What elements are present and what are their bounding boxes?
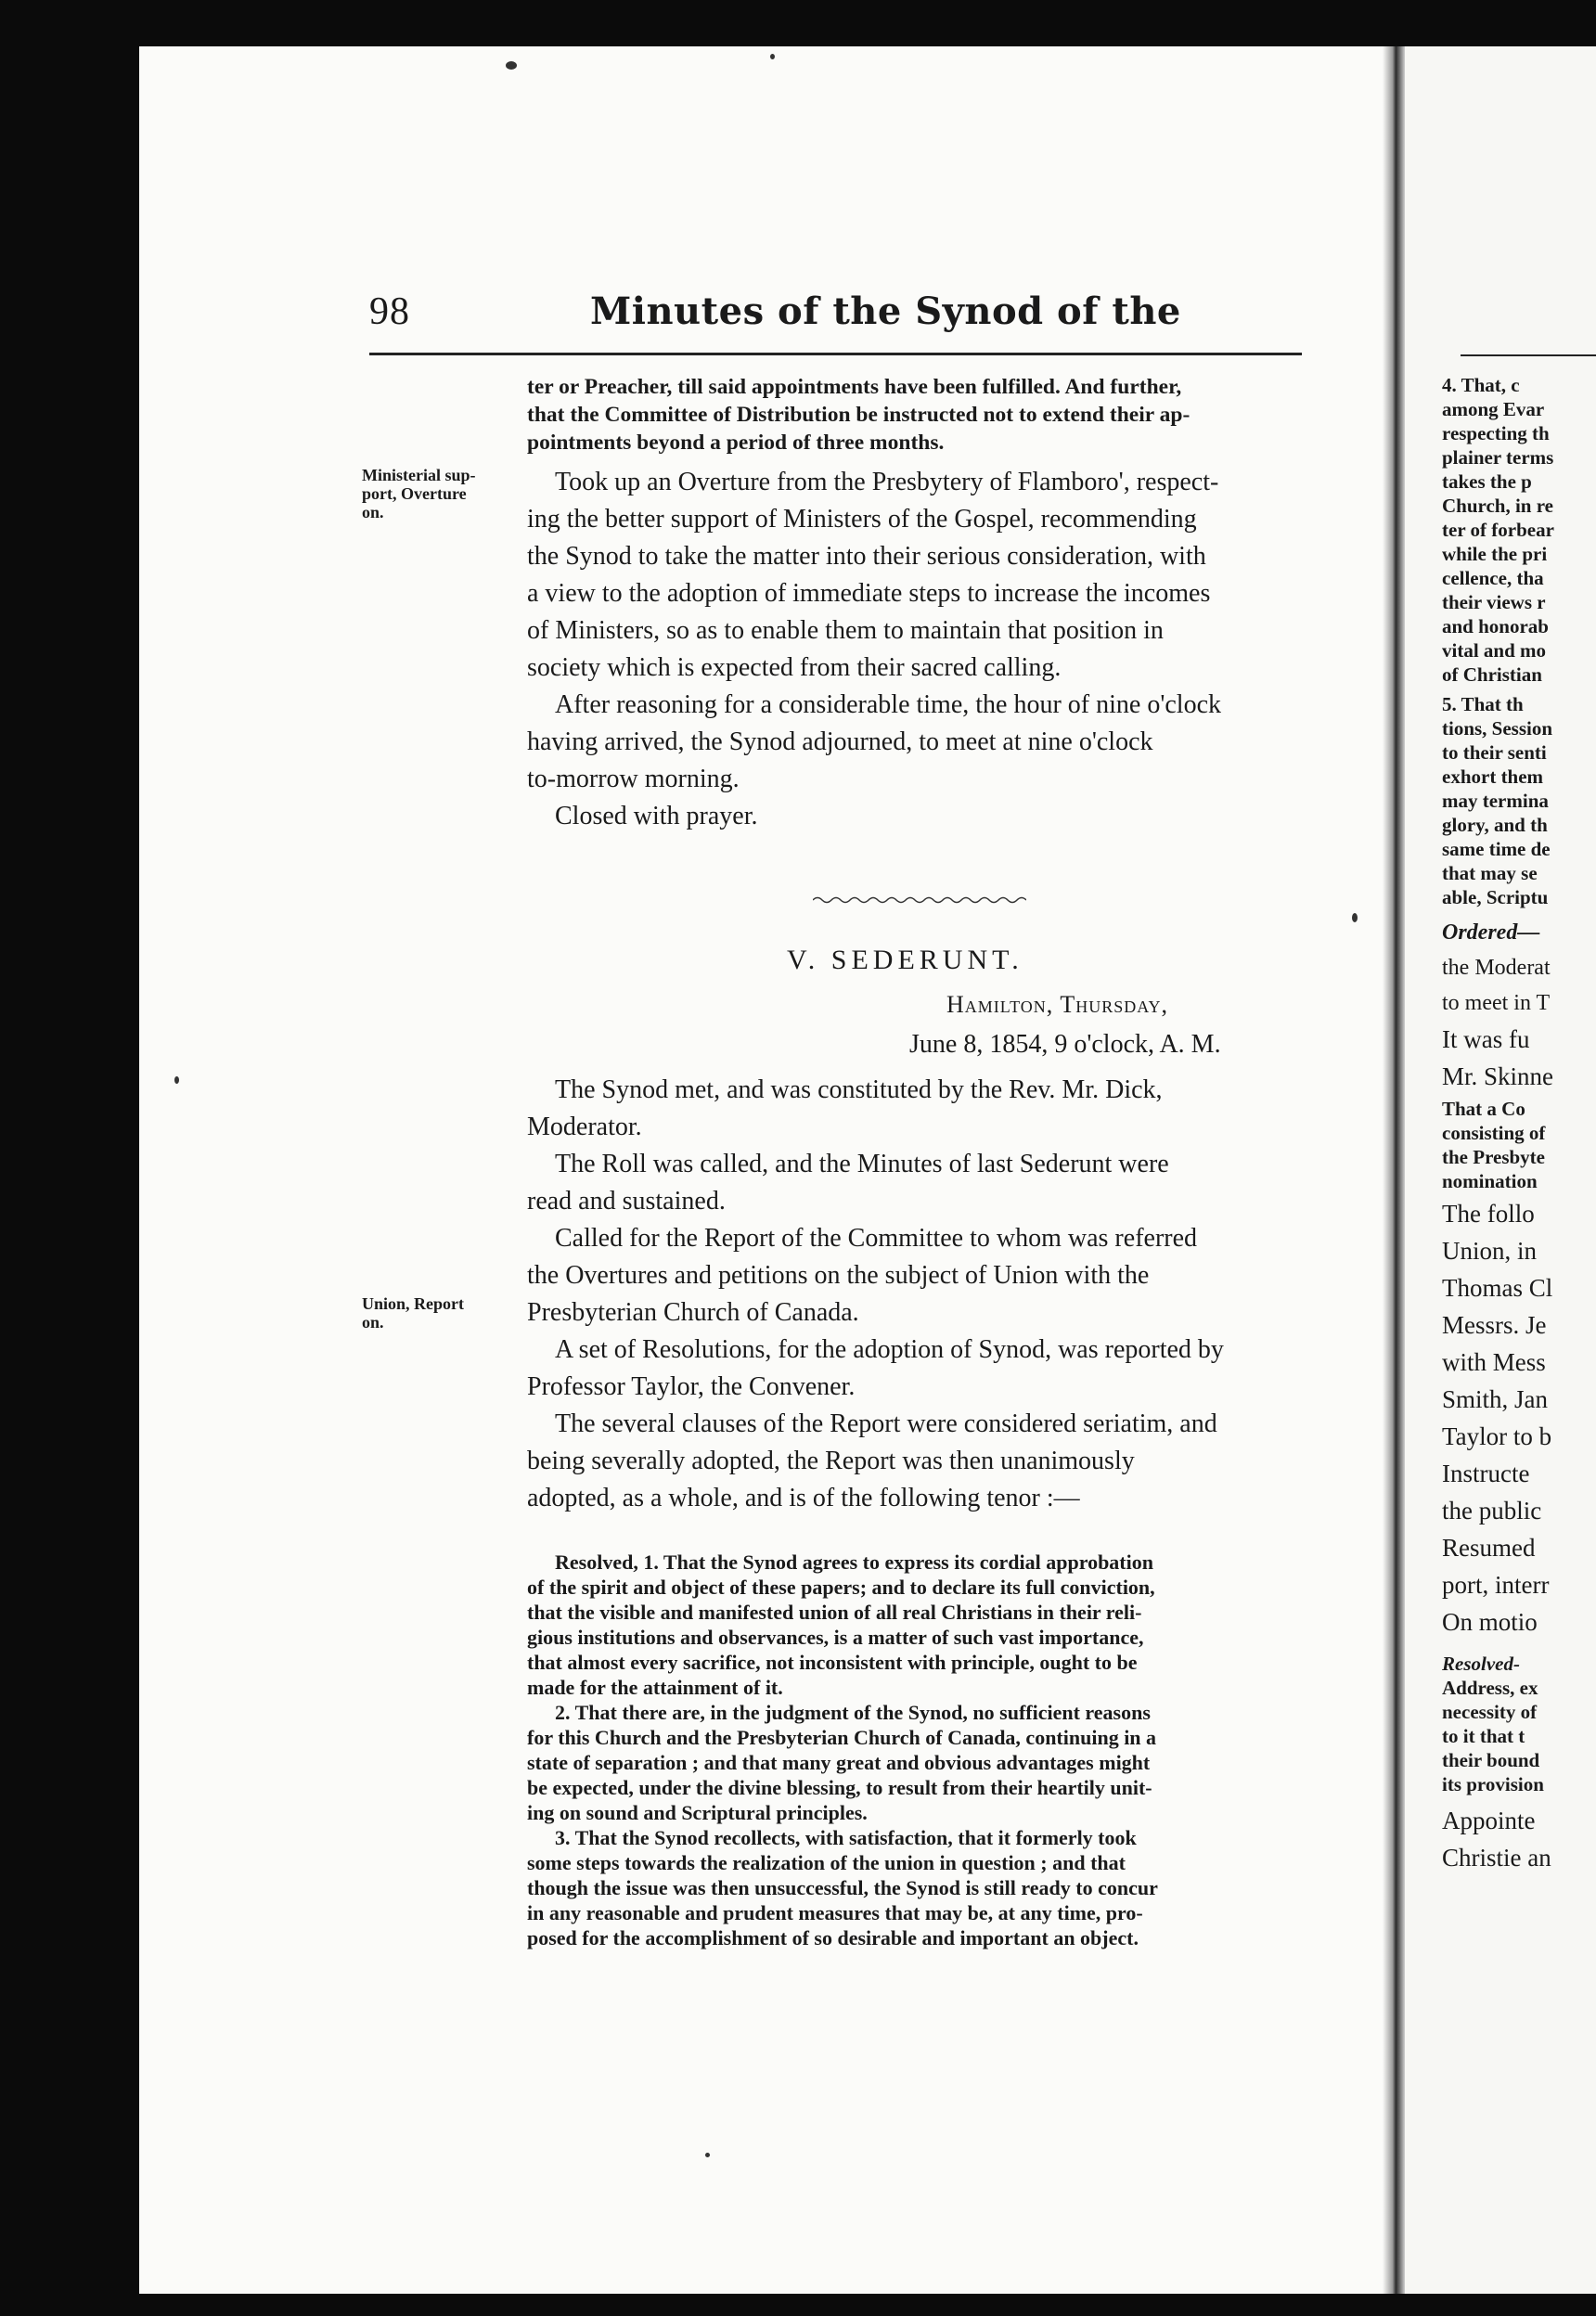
- scan-speck: [705, 2153, 710, 2157]
- scan-speck: [506, 61, 517, 70]
- overture-paragraph: Took up an Overture from the Presbytery of Flamboro', respect- ing the better support of Ministers of the Gospel, recommending the Synod to take the matter into their serious consideration, with a view to the adoption of immediate steps to increase the incomes of Ministers, so as to enable them to maintain that position in society which is expected from their sacred calling.: [527, 468, 1219, 682]
- scan-speck: [174, 1076, 179, 1084]
- right-page-block-5: The follo Union, in Thomas Cl Messrs. Je with Mess Smith, Jan Taylor to b Instructe the public Resumed port, interr On motio: [1442, 1200, 1553, 1636]
- running-title: Minutes of the Synod of the: [590, 290, 1181, 333]
- resolutions-block: Resolved, 1. That the Synod agrees to express its cordial approbation of the spirit and object of these papers; and to declare its full conviction, that the visible and manifested union of all real Christians in their reli- gious institutions and observances, is a matter of such vast importance, that almost every sacrifice, not inconsistent with principle, ought to be made for the attainment of it. 2. That there are, in the judgment of the Synod, no sufficient reasons for this Church and the Presbyterian Church of Canada, continuing in a state of separation ; and that many great and obvious advantages might be expected, under the divine blessing, to result from their heartily unit- ing on sound and Scriptural principles. 3. That the Synod recollects, with satisfaction, that it formerly took some steps towards the realization of the union in question ; and that though the issue was then unsuccessful, the Synod is still ready to concur in any reasonable and prudent measures that may be, at any time, pro- posed for the accomplishment of so desirable and important an object.: [527, 1550, 1158, 1949]
- scan-speck: [770, 54, 775, 59]
- sederunt-place-day: Hamilton, Thursday,: [946, 991, 1169, 1018]
- right-page-block-6: Resolved- Address, ex necessity of to it that t their bound its provision: [1442, 1653, 1544, 1795]
- header-rule: [369, 353, 1302, 355]
- sederunt-title: V. SEDERUNT.: [787, 945, 1023, 975]
- margin-note-ministerial: Ministerial sup- port, Overture on.: [362, 466, 476, 521]
- right-page-block-7: Appointe Christie an: [1442, 1807, 1551, 1872]
- body-paragraph: The Synod met, and was constituted by the Rev. Mr. Dick, Moderator. The Roll was called, and the Minutes of last Sederunt were read and sustained. Called for the Report of the Committee to whom was referred the Overtures and petitions on the subject of Union with the Presbyterian Church of Canada. A set of Resolutions, for the adoption of Synod, was reported by Professor Taylor, the Convener. The several clauses of the Report were considered seriatim, and being severally adopted, the Report was then unanimously adopted, as a whole, and is of the following tenor :—: [527, 1075, 1224, 1512]
- book-gutter: [1383, 46, 1405, 2294]
- margin-note-union: Union, Report on.: [362, 1294, 465, 1332]
- right-page-block-1: 4. That, c among Evar respecting th plainer terms takes the p Church, in re ter of forbear while the pri cellence, tha their views r and honorab vital and mo of Christian: [1442, 374, 1554, 686]
- right-page-ordered: Ordered— the Moderat to meet in T: [1442, 920, 1551, 1015]
- right-page-block-4: That a Co consisting of the Presbyte nomination: [1442, 1098, 1546, 1192]
- right-page-block-3: It was fu Mr. Skinne: [1442, 1025, 1554, 1090]
- sederunt-date-time: June 8, 1854, 9 o'clock, A. M.: [909, 1030, 1221, 1059]
- scan-speck: [1352, 913, 1358, 922]
- adjourn-paragraph: After reasoning for a considerable time, the hour of nine o'clock having arrived, the Synod adjourned, to meet at nine o'clock to-morrow morning.: [527, 690, 1222, 793]
- right-page-block-2: 5. That th tions, Session to their senti exhort them may termina glory, and th same time de that may se able, Scriptu: [1442, 693, 1553, 908]
- right-header-rule: [1461, 354, 1596, 356]
- page-number: 98: [369, 290, 410, 333]
- closing-line: Closed with prayer.: [555, 802, 758, 830]
- section-divider: [813, 895, 1026, 905]
- continued-paragraph: ter or Preacher, till said appointments have been fulfilled. And further, that the Committee of Distribution be instructed not to extend their ap- pointments beyond a period of three months.: [527, 375, 1191, 455]
